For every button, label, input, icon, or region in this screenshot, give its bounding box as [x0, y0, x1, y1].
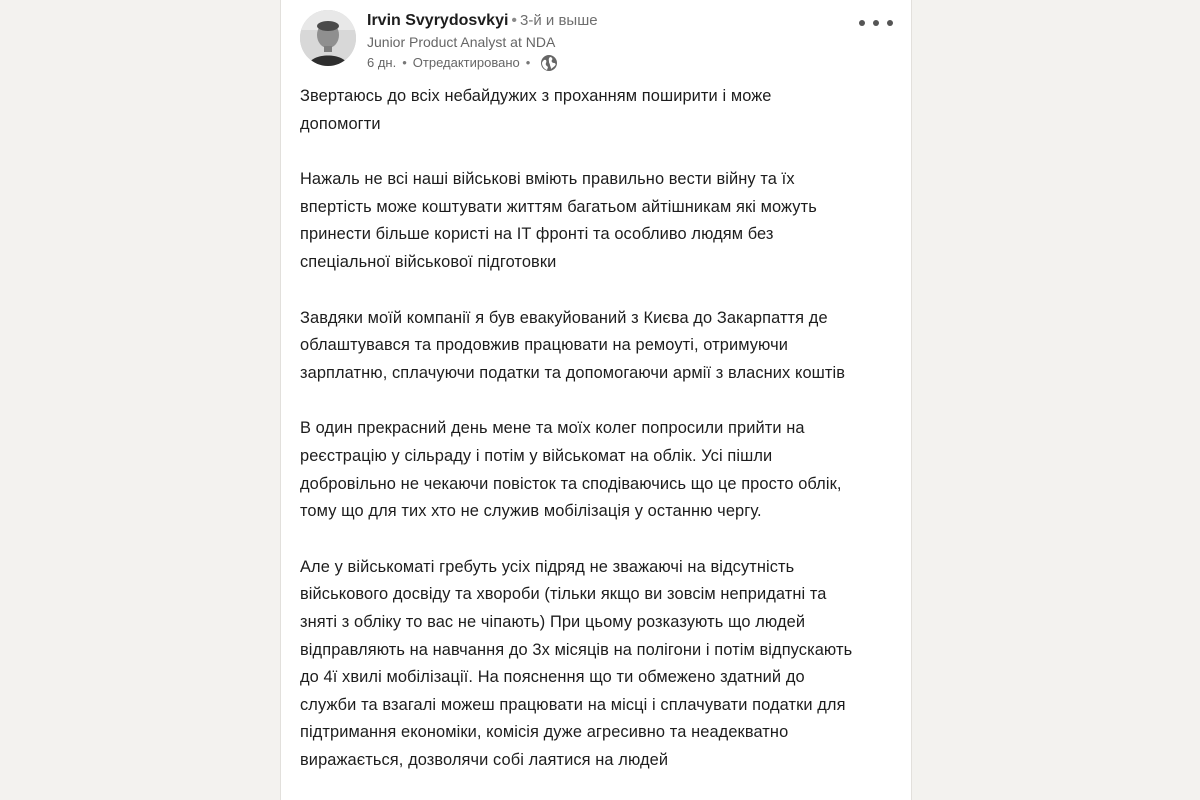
post-paragraph	[300, 305, 900, 388]
post-card	[280, 0, 912, 800]
text-line: зняті з обліку то вас не чіпають) При цьому розказують що людей	[300, 612, 806, 631]
globe-icon	[540, 54, 558, 72]
text-line: В один прекрасний день мене та моїх колег попросили прийти на	[300, 419, 805, 438]
dot-icon	[859, 20, 865, 26]
post-body	[300, 83, 900, 800]
text-line: Нажаль не всі наші військові вміють правильно вести війну та їх	[300, 170, 795, 189]
connection-degree: 3-й и выше	[520, 12, 598, 29]
author-headline: Junior Product Analyst at NDA	[367, 34, 556, 50]
post-header	[281, 0, 911, 80]
text-line: впертість може коштувати життям багатьом айтішникам які можуть	[300, 197, 817, 216]
profile-photo-icon	[300, 10, 356, 66]
post-time[interactable]: 6 дн.	[367, 55, 397, 70]
post-paragraph	[300, 166, 900, 276]
text-line: військового досвіду та хвороби (тільки якщо ви зовсім непридатні та	[300, 585, 827, 604]
text-line: відправляють на навчання до 3х місяців на полігони і потім відпускають	[300, 640, 853, 659]
post-meta	[367, 53, 558, 73]
post-paragraph	[300, 554, 900, 775]
text-line: тому що для тих хто не служив мобілізація у останню чергу.	[300, 502, 762, 521]
separator-dot: •	[511, 12, 518, 29]
text-line: служби та взагалі можеш працювати на місці і сплачувати податки для	[300, 695, 846, 714]
author-name[interactable]: Irvin Svyrydosvkyi	[367, 12, 509, 29]
edited-label: Отредактировано	[412, 55, 520, 70]
author-line	[367, 10, 598, 32]
text-line: Завдяки моїй компанії я був евакуйований з Києва до Закарпаття де	[300, 308, 828, 327]
more-horizontal-icon[interactable]	[859, 12, 893, 34]
dot-icon	[873, 20, 879, 26]
post-paragraph	[300, 415, 900, 525]
dot-icon	[887, 20, 893, 26]
text-line: Але у військоматі гребуть усіх підряд не зважаючі на відсутність	[300, 557, 795, 576]
text-line: до 4ї хвилі мобілізації. На пояснення що ти обмежено здатний до	[300, 668, 805, 687]
text-line: добровільно не чекаючи повісток та сподіваючись що це просто облік,	[300, 474, 842, 493]
text-line: зарплатню, сплачуючи податки та допомогаючи армії з власних коштів	[300, 363, 846, 382]
text-line: спеціальної військової підготовки	[300, 252, 557, 271]
text-line: виражається, дозволячи собі лаятися на людей	[300, 750, 669, 769]
text-line: принести більше користі на IT фронті та особливо людям без	[300, 225, 774, 244]
text-line: допомогти	[300, 114, 381, 133]
text-line: реєстрацію у сільраду і потім у військомат на облік. Усі пішли	[300, 446, 773, 465]
text-line: облаштувався та продовжив працювати на ремоуті, отримуючи	[300, 336, 788, 355]
avatar[interactable]	[300, 10, 356, 66]
separator-dot: •	[525, 55, 531, 70]
text-line: Звертаюсь до всіх небайдужих з проханням поширити і може	[300, 87, 772, 105]
text-line: підтримання економіки, комісія дуже агресивно та неадекватно	[300, 723, 789, 742]
post-paragraph	[300, 83, 900, 138]
separator-dot: •	[402, 55, 407, 70]
